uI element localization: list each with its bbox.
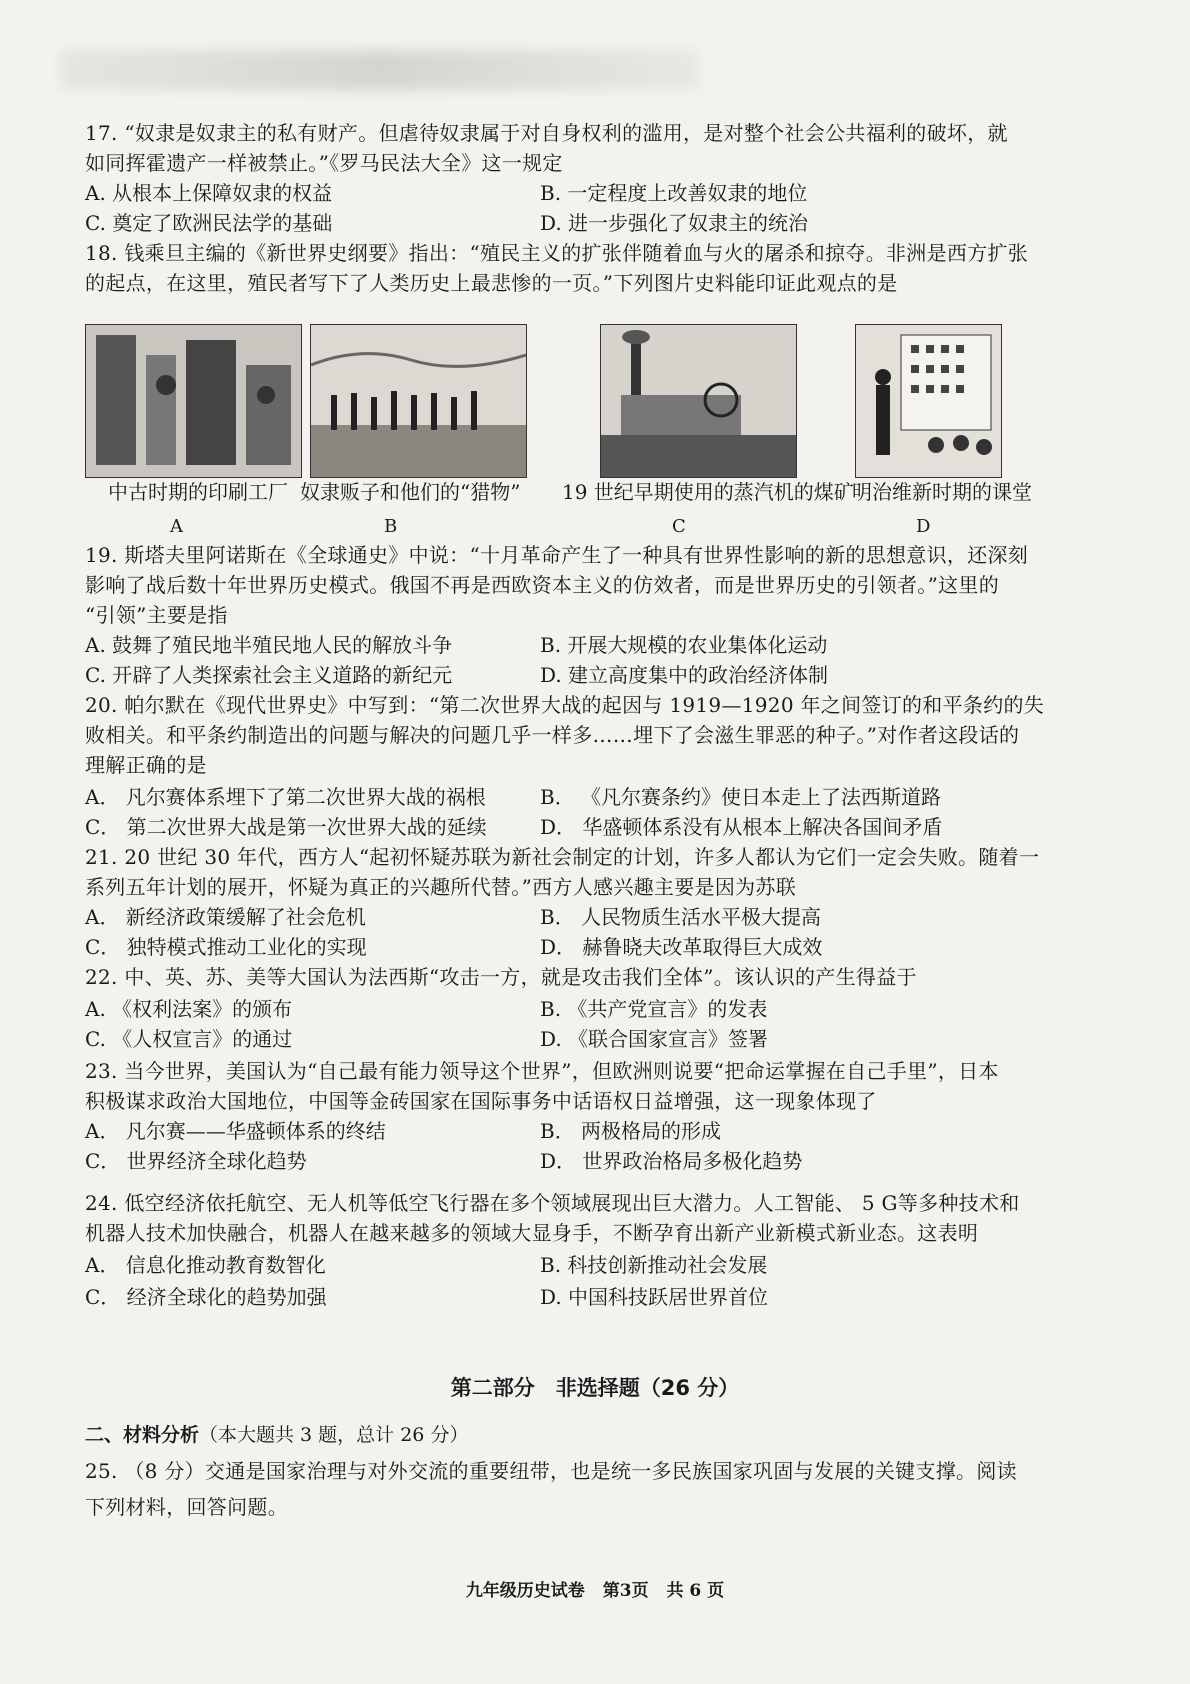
q23-option-c: C． 世界经济全球化趋势 — [85, 1149, 307, 1173]
q24-line1: 24. 低空经济依托航空、无人机等低空飞行器在多个领域展现出巨大潜力。人工智能、 5 G等多种技术和 — [85, 1191, 1020, 1215]
q21-option-a: A． 新经济政策缓解了社会危机 — [85, 905, 366, 929]
q25-line1: 25. （8 分）交通是国家治理与对外交流的重要纽带，也是统一多民族国家巩固与发展的关键支撑。阅读 — [85, 1459, 1017, 1483]
picture-printing-factory — [85, 324, 302, 478]
q24-option-c: C． 经济全球化的趋势加强 — [85, 1285, 327, 1309]
q21-line1: 21. 20 世纪 30 年代，西方人“起初怀疑苏联为新社会制定的计划，许多人都认为它们一定会失败。随着一 — [85, 845, 1040, 869]
q19-line1: 19. 斯塔夫里阿诺斯在《全球通史》中说：“十月革命产生了一种具有世界性影响的新的思想意识，还深刻 — [85, 543, 1029, 567]
q19-line2: 影响了战后数十年世界历史模式。俄国不再是西欧资本主义的仿效者，而是世界历史的引领者。”这里的 — [85, 573, 1000, 597]
q22-option-b: B. 《共产党宣言》的发表 — [540, 997, 768, 1021]
caption-d: 明治维新时期的课堂 — [852, 480, 1032, 504]
q17-option-b: B. 一定程度上改善奴隶的地位 — [540, 181, 808, 205]
q23-line2: 积极谋求政治大国地位，中国等金砖国家在国际事务中话语权日益增强，这一现象体现了 — [85, 1089, 877, 1113]
section-label: 二、材料分析 — [85, 1424, 200, 1446]
caption-b: 奴隶贩子和他们的“猎物” — [300, 480, 521, 504]
caption-c: 19 世纪早期使用的蒸汽机的煤矿 — [562, 480, 854, 504]
q18-line2: 的起点，在这里，殖民者写下了人类历史上最悲惨的一页。”下列图片史料能印证此观点的是 — [85, 271, 898, 295]
q17-line2: 如同挥霍遗产一样被禁止。”《罗马民法大全》这一规定 — [85, 151, 563, 175]
q24-option-a: A． 信息化推动教育数智化 — [85, 1253, 326, 1277]
footer-total-pages: 共 6 页 — [666, 1581, 725, 1601]
q25-line2: 下列材料，回答问题。 — [85, 1495, 288, 1519]
q23-line1: 23. 当今世界，美国认为“自己最有能力领导这个世界”，但欧洲则说要“把命运掌握在自己手里”，日本 — [85, 1059, 999, 1083]
scan-smudge — [60, 50, 700, 90]
q22-option-d: D. 《联合国家宣言》签署 — [540, 1027, 769, 1051]
letter-a: A — [170, 516, 183, 537]
q23-option-d: D． 世界政治格局多极化趋势 — [540, 1149, 803, 1173]
q24-option-b: B. 科技创新推动社会发展 — [540, 1253, 768, 1277]
section-note: （本大题共 3 题，总计 26 分） — [199, 1424, 469, 1446]
q19-option-b: B. 开展大规模的农业集体化运动 — [540, 633, 828, 657]
picture-slave-traders — [310, 324, 527, 478]
q24-option-d: D. 中国科技跃居世界首位 — [540, 1285, 769, 1309]
picture-meiji-classroom — [855, 324, 1002, 478]
q23-option-b: B． 两极格局的形成 — [540, 1119, 722, 1143]
q17-option-c: C. 奠定了欧洲民法学的基础 — [85, 211, 333, 235]
q21-option-d: D． 赫鲁晓夫改革取得巨大成效 — [540, 935, 823, 959]
q20-line1: 20. 帕尔默在《现代世界史》中写到：“第二次世界大战的起因与 1919—1920 年之间签订的和平条约的失 — [85, 693, 1045, 717]
q20-option-c: C． 第二次世界大战是第一次世界大战的延续 — [85, 815, 487, 839]
picture-steam-engine-coal-mine — [600, 324, 797, 478]
q17-option-d: D. 进一步强化了奴隶主的统治 — [540, 211, 809, 235]
q22-line1: 22. 中、英、苏、美等大国认为法西斯“攻击一方，就是攻击我们全体”。该认识的产生得益于 — [85, 965, 917, 989]
q19-option-c: C. 开辟了人类探索社会主义道路的新纪元 — [85, 663, 453, 687]
q22-option-a: A. 《权利法案》的颁布 — [85, 997, 293, 1021]
page-footer — [0, 1576, 1190, 1601]
q20-option-a: A． 凡尔赛体系埋下了第二次世界大战的祸根 — [85, 785, 486, 809]
q21-option-c: C． 独特模式推动工业化的实现 — [85, 935, 367, 959]
q17-option-a: A. 从根本上保障奴隶的权益 — [85, 181, 333, 205]
footer-exam-name: 九年级历史试卷 — [465, 1581, 585, 1601]
part2-title: 第二部分 非选择题（26 分） — [450, 1376, 740, 1400]
q19-option-d: D. 建立高度集中的政治经济体制 — [540, 663, 829, 687]
q20-option-d: D． 华盛顿体系没有从根本上解决各国间矛盾 — [540, 815, 943, 839]
q22-option-c: C. 《人权宣言》的通过 — [85, 1027, 293, 1051]
footer-page-number: 第3页 — [602, 1581, 649, 1601]
q20-line3: 理解正确的是 — [85, 753, 207, 777]
q21-option-b: B． 人民物质生活水平极大提高 — [540, 905, 822, 929]
q18-line1: 18. 钱乘旦主编的《新世界史纲要》指出：“殖民主义的扩张伴随着血与火的屠杀和掠夺。非洲是西方扩张 — [85, 241, 1029, 265]
caption-a: 中古时期的印刷工厂 — [108, 480, 288, 504]
q20-option-b: B． 《凡尔赛条约》使日本走上了法西斯道路 — [540, 785, 942, 809]
q19-option-a: A. 鼓舞了殖民地半殖民地人民的解放斗争 — [85, 633, 453, 657]
q17-line1: 17. “奴隶是奴隶主的私有财产。但虐待奴隶属于对自身权利的滥用，是对整个社会公共福利的破坏，就 — [85, 121, 1008, 145]
section-heading — [85, 1420, 468, 1447]
q21-line2: 系列五年计划的展开，怀疑为真正的兴趣所代替。”西方人感兴趣主要是因为苏联 — [85, 875, 797, 899]
letter-d: D — [916, 516, 931, 537]
q19-line3: “引领”主要是指 — [85, 603, 228, 627]
q24-line2: 机器人技术加快融合，机器人在越来越多的领域大显身手，不断孕育出新产业新模式新业态。这表明 — [85, 1221, 979, 1245]
letter-b: B — [384, 516, 398, 537]
letter-c: C — [672, 516, 686, 537]
q20-line2: 败相关。和平条约制造出的问题与解决的问题几乎一样多……埋下了会滋生罪恶的种子。”对作者这段话的 — [85, 723, 1020, 747]
q23-option-a: A． 凡尔赛——华盛顿体系的终结 — [85, 1119, 386, 1143]
